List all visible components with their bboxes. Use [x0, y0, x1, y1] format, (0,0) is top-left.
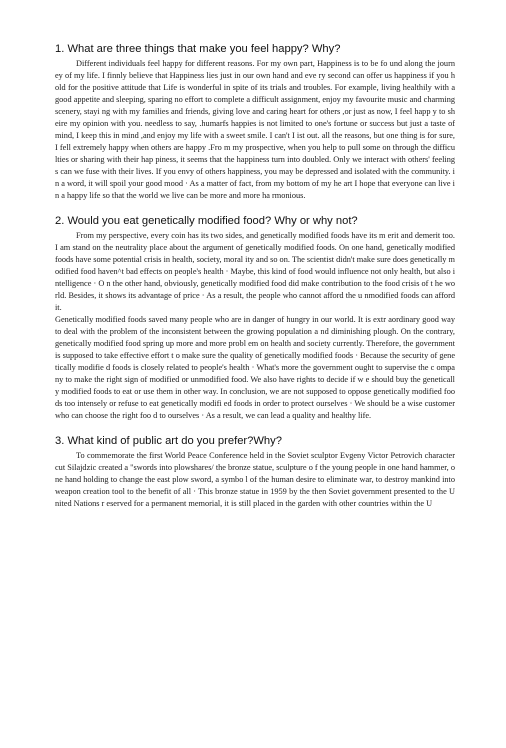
body-paragraph: To commemorate the first World Peace Conference held in the Soviet sculptor Evgeny Victor Petrovich character cut Silajdzic created a "swords into plowshares/ the bronze statue, sculpture o f the young people in one hand hammer, one hand holding to change the east plow sword, a symbo l of the human desire to eliminate war, to destroy mankind into weapon creation tool to the benefit of all · This bronze statue in 1959 by the then Soviet government presented to the United Nations r eserved for a permanent memorial, it is still placed in the garden with other countries within the U [55, 451, 455, 508]
body-paragraph: Different individuals feel happy for different reasons. For my own part, Happiness is to be fo und along the journey of my life. I finnly believe that Happiness lies just in our own hand and eve ry second can offer us happiness if you hold for the positive attitude that Life is wonderful in spite of its trials and troubles. For example, living healthily with a good appetite and sleeping, sparing no effort to complete a difficult assignment, enjoy my favourite music and charming scenery, stayi ng with my families and friends, giving love and caring heart for others ,or just as now, I feel happ y to sheire my opinion with you. needless to say, .humarfs happies is not limited to one's fortune or success but just a taste of mind, I keep this in mind ,and enjoy my life with a sweet smile. I can't I ist out. all the reasons, but one thing is for sure, I fell extremely happy when others are happy .Fro m my prospective, when you help to pull some on through the difficulties or sharing with their hap piness, it seems that the happiness turn into doubled. Only we interact with others' feelings can we fuse with their lives. If you envy of others happiness, you may be depressed and isolated with the community. in a word, it will spoil your good mood · As a matter of fact, from my bottom of my he art I hope that everyone can live in a happy life so that the world we live can be more and more ha rmonious. [55, 59, 455, 200]
section-gm-food [55, 215, 455, 422]
body-paragraph: Genetically modified foods saved many people who are in danger of hungry in our world. It is extr aordinary good way to deal with the problem of the inconsistent between the growing population a nd diminishing plough. On the contrary, genetically modified food spring up more and more probl em on health and society currently. Therefore, the government is supposed to take effective effort t o make sure the quality of genetically modified foods · Because the security of genetically modifie d foods is closely related to people's health · What's more the government ought to supervise the c ompany to make the right sign of modified or unmodified food. We also have rights to decide if w e should buy the genetically modified foods to eat or use them in other way. In conclusion, we are not supposed to oppose genetically modified foods too intensely or refuse to eat genetically modifi ed foods in order to protect ourselves · We should be a wise customer who can choose the right foo d to ourselves · As a result, we can lead a quality and healthy life. [55, 315, 455, 420]
section-heading: 3. What kind of public art do you prefer?Why? [55, 435, 282, 447]
document-body [55, 43, 455, 523]
section-public-art [55, 435, 455, 510]
section-heading: 2. Would you eat genetically modified food? Why or why not? [55, 215, 358, 227]
section-heading: 1. What are three things that make you feel happy? Why? [55, 43, 341, 55]
body-paragraph: From my perspective, every coin has its two sides, and genetically modified foods have its m erit and demerit too. I am stand on the neutrality place about the argument of genetically modified foods. On one hand, genetically modified foods have some potential crisis in health, society, moral ity and so on. The scientist didn't make sure does genetically modified food haven^t bad effects on people's health · Maybe, this kind of food would influence not only health, but also intelligence · O n the other hand, obviously, genetically modified food did make contribution to the food crisis of t he world. Besides, it shows its advantage of price · As a result, the people who cannot afford the u nmodified foods can afford it. [55, 231, 455, 312]
section-happiness [55, 43, 455, 202]
